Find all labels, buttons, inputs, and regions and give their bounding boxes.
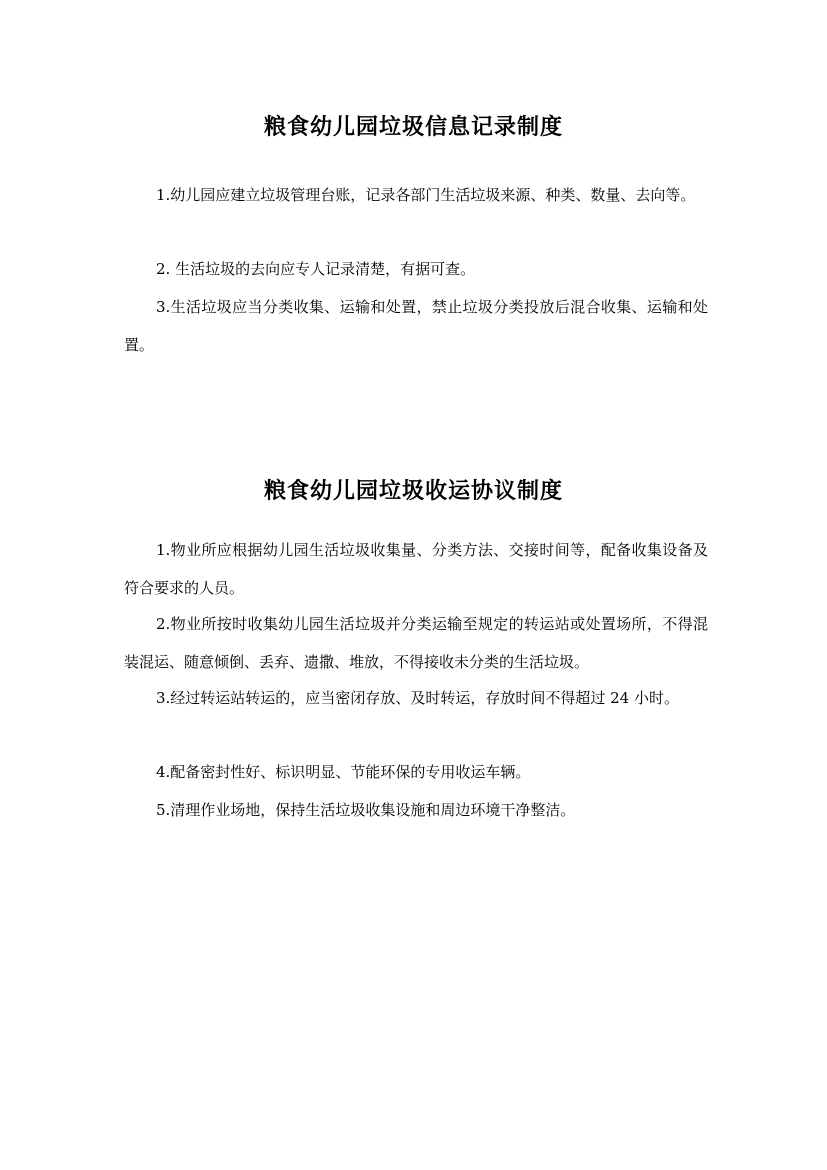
section-title-collection: 粮食幼儿园垃圾收运协议制度 [263, 479, 563, 504]
paragraph: 3.生活垃圾应当分类收集、运输和处置，禁止垃圾分类投放后混合收集、运输和处置。 [124, 298, 708, 354]
paragraph: 5.清理作业场地，保持生活垃圾收集设施和周边环境干净整洁。 [156, 801, 576, 819]
paragraph: 1.物业所应根据幼儿园生活垃圾收集量、分类方法、交接时间等，配备收集设备及符合要求的人员。 [124, 541, 708, 597]
paragraph: 3.经过转运站转运的，应当密闭存放、及时转运，存放时间不得超过 24 小时。 [156, 689, 679, 707]
section-title-records: 粮食幼儿园垃圾信息记录制度 [263, 115, 563, 140]
paragraph: 1.幼儿园应建立垃圾管理台账，记录各部门生活垃圾来源、种类、数量、去向等。 [156, 186, 696, 204]
paragraph: 2. 生活垃圾的去向应专人记录清楚，有据可查。 [156, 260, 476, 278]
paragraph: 2.物业所按时收集幼儿园生活垃圾并分类运输至规定的转运站或处置场所，不得混装混运、随意倾倒、丢弃、遗撒、堆放，不得接收未分类的生活垃圾。 [124, 615, 708, 671]
paragraph: 4.配备密封性好、标识明显、节能环保的专用收运车辆。 [156, 763, 531, 781]
